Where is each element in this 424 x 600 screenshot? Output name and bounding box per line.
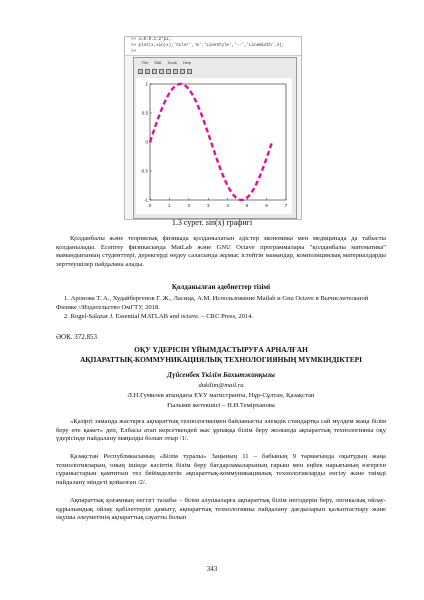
x-tick-label: 7 bbox=[284, 203, 288, 208]
author-name: Дүйсенбек Үкілім Бахытжанқызы bbox=[167, 371, 275, 379]
toolbar-icon[interactable] bbox=[138, 69, 143, 74]
command-window bbox=[125, 37, 301, 56]
console-line: >> bbox=[131, 50, 137, 54]
y-tick-label: -1 bbox=[143, 197, 148, 203]
reference-2: 2. Rogel-Salazar J. Essential MATLAB and octave. – CRC Press, 2014. bbox=[64, 313, 254, 320]
x-tick-label: 0 bbox=[148, 203, 152, 208]
references-title: Қолданылған әдебиеттер тізімі bbox=[171, 283, 271, 291]
paragraph-3: Қазақстан Республикасының «Білім туралы» Заңының 11 – бабының 9 тармағында оқытудың жаңа технологияларын, оның ішінде кәсіптік білім беру бағдарламаларының ғарыш мен еңбек нарығының өзгерген сұраныстарын қамтитын тез бейімделетін ақпараттық-коммуникациялық технологияларды енгізу және тиімді пайдалану міндеті қойылған /2/. bbox=[56, 453, 386, 486]
x-tick-label: 4 bbox=[226, 203, 229, 208]
article-title-line2: АҚПАРАТТЫҚ-КОММУНИКАЦИЯЛЫҚ ТЕХНОЛОГИЯНЫҢ МҮМКІНДІКТЕРІ bbox=[79, 355, 363, 364]
menu-tools[interactable]: Tools bbox=[167, 60, 177, 65]
figure-toolbar bbox=[134, 67, 296, 76]
axes-box bbox=[150, 84, 286, 200]
toolbar-icon[interactable] bbox=[166, 69, 171, 74]
toolbar-icon[interactable] bbox=[180, 69, 185, 74]
y-tick-label: -0.5 bbox=[140, 168, 148, 174]
author-email[interactable]: dukilim@mail.ru bbox=[198, 382, 244, 389]
y-tick-label: 1 bbox=[145, 81, 148, 87]
toolbar-icon[interactable] bbox=[145, 69, 150, 74]
x-tick-label: 3 bbox=[207, 203, 210, 208]
toolbar-icon[interactable] bbox=[187, 69, 192, 74]
figure-menubar bbox=[134, 58, 296, 67]
menu-help[interactable]: Help bbox=[182, 60, 191, 65]
article-title-line1: ОҚУ ҮДЕРІСІН ҮЙЫМДАСТЫРУҒА АРНАЛҒАН bbox=[134, 345, 308, 354]
y-tick-label: 0 bbox=[145, 139, 148, 145]
paragraph-2: «Қазіргі заманда жастарға ақпараттық технологиялмен байланысты әлемдік стандартқа сай мүлдем жаңа білім беру өте қажет» деп, Елбасы атап көрсеткендей жас ұрпаққа білім беру жолында ақпараттық технологияны оқу үдерісінде пайдалану маңызды болып отыр /1/. bbox=[56, 418, 386, 443]
supervisor: Ғылыми жетекшісі – Н.И.Темірханова bbox=[167, 402, 275, 409]
menu-file[interactable]: File bbox=[142, 60, 149, 65]
sine-plot bbox=[136, 78, 292, 214]
reference-1: 1. Аронова Т. А., Худайбергенов Г. Ж., Ласица, А.М. Использование Matlab и Gnu Octave в Вычислительной Физике //Издательство ОмГТУ, 2018. bbox=[56, 295, 369, 311]
page-number: 343 bbox=[206, 565, 218, 573]
x-tick-label: 5 bbox=[245, 203, 249, 208]
figure-caption: 1.3 сурет. sin(x) графигі bbox=[171, 218, 253, 227]
figure-window bbox=[133, 57, 297, 219]
paragraph-4: Ақпараттық қоғамның негізгі талабы – білім алушыларға ақпараттық білім негіздерін беру, логикалық ойлау-құрылымдық ойлау қабілеттерін дамыту, ақпараттық технологияны пайдалану дағдыларын қалыптастыру және оқушы әлеуметінің ақпараттық сауатты болып bbox=[56, 497, 386, 522]
console-line: >> plot(x,sin(x),'Color','m','LineStyle','--','LineWidth',4); bbox=[131, 44, 285, 48]
toolbar-icon[interactable] bbox=[152, 69, 157, 74]
toolbar-icon[interactable] bbox=[159, 69, 164, 74]
x-tick-label: 2 bbox=[187, 203, 191, 208]
plot-area bbox=[136, 78, 292, 214]
console-line: >> x=0:0.1:2*pi; bbox=[131, 38, 172, 42]
toolbar-icon[interactable] bbox=[173, 69, 178, 74]
x-tick-label: 6 bbox=[265, 203, 268, 208]
paragraph-1: Қолданбалы және теориялық физикада қолданылатын әдістер экономика мен медицинада да табысты қолданылады. Есептеу физикасында MatLab және GNU Octave программалары "қолданбалы математика" мамандығының студенттері, дерекгерді өңдеу саласында жұмыс істейтін мамандар, композициялық материалдарды зерттеушілер пайдалана алады. bbox=[56, 235, 386, 268]
menu-edit[interactable]: Edit bbox=[154, 60, 162, 65]
udc-code: ӘОК. 372.853 bbox=[56, 333, 98, 341]
x-tick-label: 1 bbox=[168, 203, 171, 208]
author-affiliation: Л.Н.Гумилев атындағы ЕҰУ магистранты, Нұр-Сұлтан, Қазақстан bbox=[127, 392, 315, 399]
octave-screenshot bbox=[124, 36, 302, 220]
y-tick-label: 0.5 bbox=[141, 110, 148, 116]
